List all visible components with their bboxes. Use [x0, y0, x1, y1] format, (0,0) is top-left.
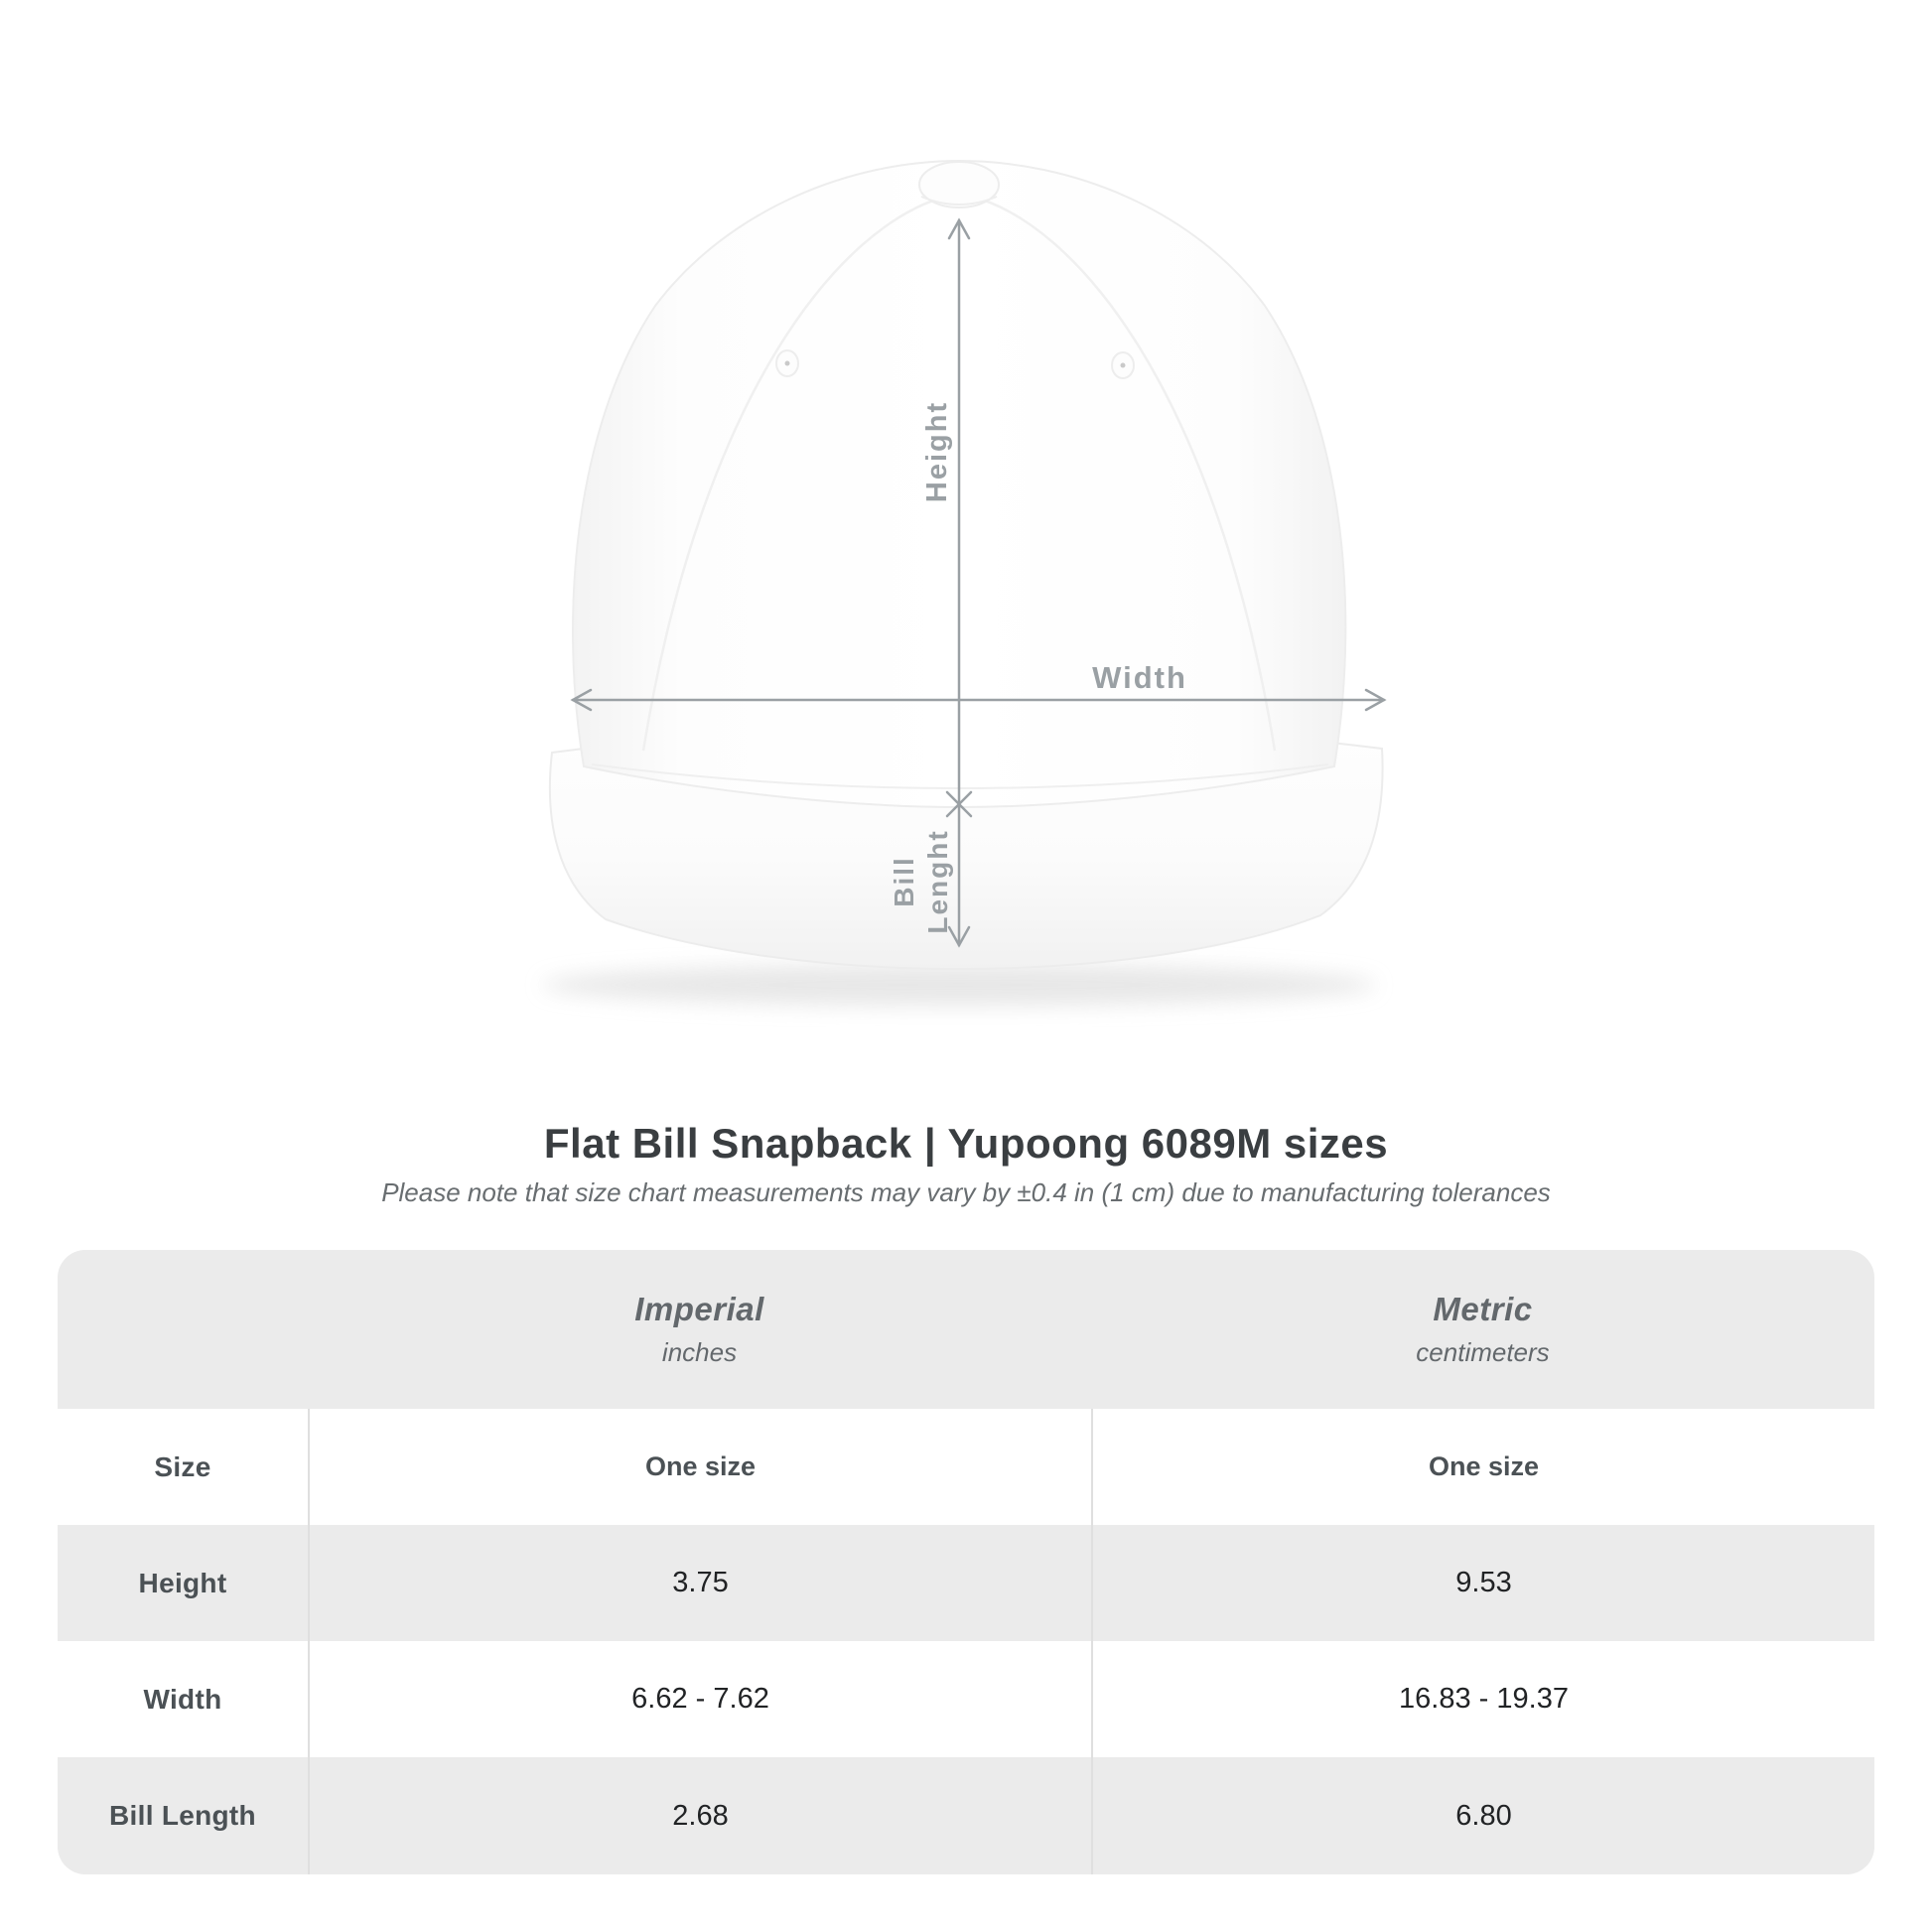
row-height-imperial: 3.75: [308, 1525, 1091, 1641]
table-header-row: [58, 1250, 1874, 1409]
metric-label: Metric: [1433, 1291, 1533, 1327]
height-arrow-label: Height: [921, 400, 953, 503]
row-width-label: Width: [143, 1683, 222, 1715]
header-metric: [1091, 1250, 1874, 1409]
crown-button: [919, 162, 999, 207]
table-row-width: [58, 1641, 1874, 1757]
imperial-unit: inches: [661, 1337, 738, 1367]
table-row-height: [58, 1525, 1874, 1641]
page-title: Flat Bill Snapback | Yupoong 6089M sizes: [543, 1120, 1389, 1167]
row-bill-length-imperial: 2.68: [308, 1757, 1091, 1874]
row-size-label: Size: [154, 1450, 211, 1482]
width-arrow-label: Width: [1092, 660, 1187, 695]
row-width-metric: 16.83 - 19.37: [1091, 1641, 1874, 1757]
title-block: [0, 1120, 1932, 1207]
row-width-imperial: 6.62 - 7.62: [308, 1641, 1091, 1757]
eyelet-left: [776, 350, 798, 376]
row-size-metric: One size: [1091, 1409, 1874, 1525]
row-bill-length-label: Bill Length: [109, 1800, 256, 1831]
eyelet-right: [1112, 352, 1134, 378]
row-height-metric: 9.53: [1091, 1525, 1874, 1641]
svg-text:Lenght: Lenght: [922, 829, 953, 934]
row-height-label: Height: [138, 1567, 227, 1598]
table-row-bill-length: [58, 1757, 1874, 1874]
size-table: [58, 1250, 1874, 1874]
row-size-imperial: One size: [308, 1409, 1091, 1525]
hat-shadow: [542, 964, 1376, 1006]
header-imperial: [308, 1250, 1091, 1409]
imperial-label: Imperial: [634, 1291, 764, 1327]
tolerance-note: Please note that size chart measurements may vary by ±0.4 in (1 cm) due to manufacturing tolerances: [381, 1177, 1551, 1207]
row-bill-length-metric: 6.80: [1091, 1757, 1874, 1874]
svg-text:Bill: Bill: [889, 856, 919, 907]
metric-unit: centimeters: [1416, 1337, 1550, 1367]
header-empty-cell: [58, 1250, 308, 1409]
table-row-size: [58, 1409, 1874, 1525]
